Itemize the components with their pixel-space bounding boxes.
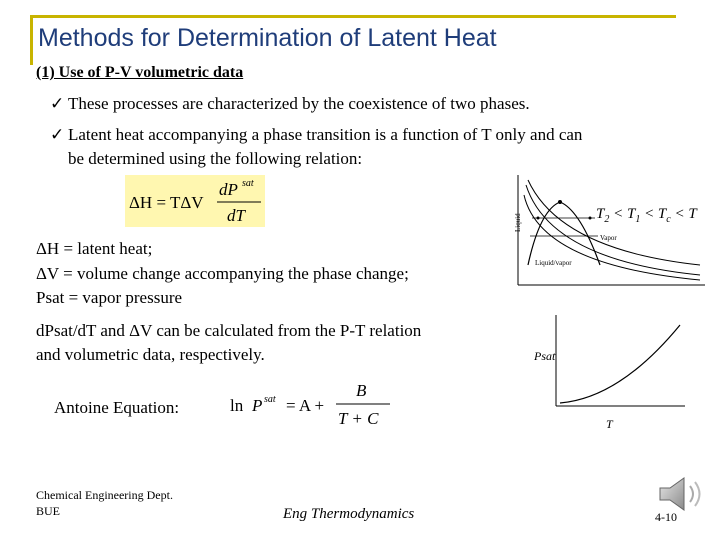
definition-psat: Psat = vapor pressure <box>36 288 183 307</box>
svg-text:sat: sat <box>242 178 254 189</box>
pv-vapor-label: Vapor <box>600 234 617 242</box>
checkmark-icon: ✓ <box>50 94 65 113</box>
definition-delta-h: ΔH = latent heat; <box>36 239 153 258</box>
antoine-label: Antoine Equation: <box>54 398 180 417</box>
note-line-1: dPsat/dT and ΔV can be calculated from the P-T relation <box>36 321 422 340</box>
psat-axis-label: Psat <box>534 349 556 363</box>
svg-text:ln: ln <box>230 396 244 415</box>
clapeyron-equation <box>125 175 265 227</box>
psat-vs-t-plot <box>530 310 690 435</box>
svg-text:B: B <box>356 381 367 400</box>
pv-liquid-label: Liquid <box>514 213 522 232</box>
footer-dept-line-2: BUE <box>36 504 60 518</box>
svg-text:T + C: T + C <box>338 409 379 428</box>
t-axis-label: T <box>606 417 613 431</box>
title-frame-left-line <box>30 15 33 65</box>
definition-delta-v: ΔV = volume change accompanying the phase change; <box>36 264 409 283</box>
bullet-coexistence <box>50 94 530 114</box>
bullet-2-line-1: Latent heat accompanying a phase transition is a function of T only and can <box>68 125 583 144</box>
note-line-2: and volumetric data, respectively. <box>36 345 265 364</box>
slide-title: Methods for Determination of Latent Heat <box>38 24 497 52</box>
pv-liquid-vapor-label: Liquid/vapor <box>535 259 572 267</box>
bullet-latent-heat <box>50 125 582 145</box>
svg-text:ΔH = TΔV: ΔH = TΔV <box>129 193 204 212</box>
checkmark-icon: ✓ <box>50 125 65 144</box>
temperature-condition: $T_2 < T_1 < T_c < T$ <box>596 206 697 225</box>
section-heading: (1) Use of P-V volumetric data <box>36 64 244 81</box>
bullet-2-line-2: be determined using the following relation: <box>68 149 363 168</box>
title-frame-top-line <box>30 15 676 18</box>
svg-text:= A +: = A + <box>286 396 325 415</box>
svg-text:dT: dT <box>227 206 245 225</box>
speaker-icon[interactable] <box>656 474 712 514</box>
footer-dept-line-1: Chemical Engineering Dept. <box>36 488 173 502</box>
bullet-1-text: These processes are characterized by the coexistence of two phases. <box>68 94 530 113</box>
svg-text:P: P <box>252 396 263 415</box>
svg-text:dP: dP <box>219 180 238 199</box>
antoine-equation <box>228 378 398 430</box>
page-number: 4-10 <box>655 510 677 524</box>
svg-text:sat: sat <box>264 394 276 405</box>
pv-diagram <box>500 170 710 310</box>
footer-course: Eng Thermodynamics <box>283 506 415 522</box>
